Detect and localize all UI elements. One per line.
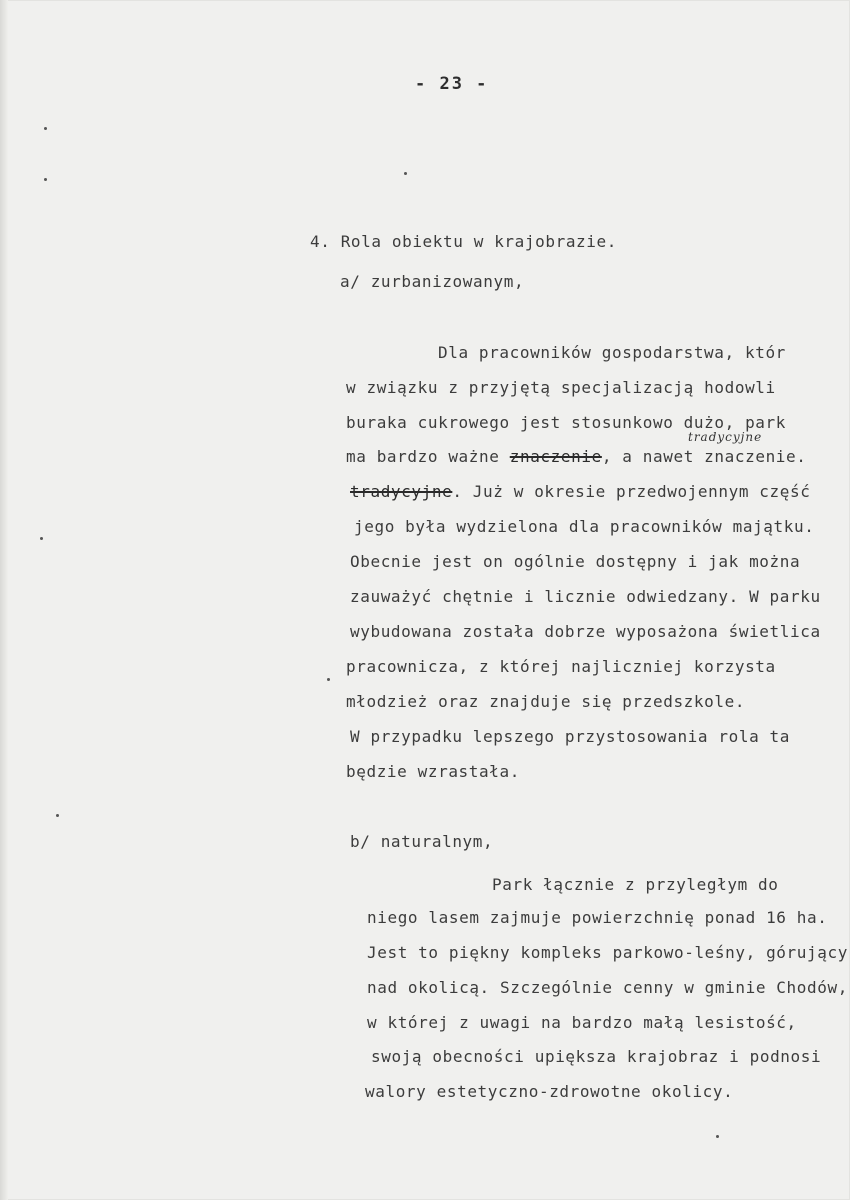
struck-word-znaczenie: znaczenie [509,447,602,466]
paragraph-b-line-3: Jest to piękny kompleks parkowo-leśny, górujący [367,943,848,962]
paragraph-a-line-1: Dla pracowników gospodarstwa, któr [438,343,786,362]
paragraph-a-line-8: zauważyć chętnie i licznie odwiedzany. W parku [350,587,821,606]
line-5-after: . Już w okresie przedwojennym część [452,482,811,501]
paragraph-b-line-6: swoją obecności upiększa krajobraz i podnosi [371,1047,822,1066]
paper-speck [404,172,407,175]
paper-speck [40,537,43,540]
paragraph-b-line-2: niego lasem zajmuje powierzchnię ponad 16 ha. [367,908,828,927]
struck-word-tradycyjne: tradycyjne [350,482,453,501]
paper-speck [716,1135,719,1138]
paper-speck [44,178,47,181]
paragraph-b-line-4: nad okolicą. Szczególnie cenny w gminie Chodów, [367,978,848,997]
subsection-a-heading: a/ zurbanizowanym, [340,272,525,291]
page-edge [0,0,8,1200]
paragraph-b-line-7: walory estetyczno-zdrowotne okolicy. [365,1082,734,1101]
paragraph-a-line-10: pracownicza, z której najliczniej korzysta [346,657,776,676]
section-heading: 4. Rola obiektu w krajobrazie. [310,232,617,251]
paragraph-b-line-1: Park łącznie z przyległym do [492,875,779,894]
paragraph-a-line-3: buraka cukrowego jest stosunkowo dużo, park [346,413,787,432]
paragraph-a-line-13: będzie wzrastała. [346,762,520,781]
paragraph-a-line-9: wybudowana została dobrze wyposażona świetlica [350,622,821,641]
paper-speck [327,678,330,681]
line-4-after: , a nawet znaczenie. [601,447,807,466]
line-4-before: ma bardzo ważne [346,447,510,466]
paragraph-a-line-7: Obecnie jest on ogólnie dostępny i jak można [350,552,801,571]
paragraph-b-line-5: w której z uwagi na bardzo małą lesistość, [367,1013,797,1032]
subsection-b-heading: b/ naturalnym, [350,832,494,851]
paper-speck [56,814,59,817]
paper-speck [44,127,47,130]
paragraph-a-line-6: jego była wydzielona dla pracowników majątku. [354,517,815,536]
paragraph-a-line-12: W przypadku lepszego przystosowania rola ta [350,727,791,746]
paragraph-a-line-11: młodzież oraz znajduje się przedszkole. [346,692,746,711]
paragraph-a-line-4 [346,447,807,466]
handwritten-insert: tradycyjne [688,430,763,444]
page-number: - 23 - [415,74,489,94]
paragraph-a-line-2: w związku z przyjętą specjalizacją hodowli [346,378,776,397]
paragraph-a-line-5 [350,482,810,501]
